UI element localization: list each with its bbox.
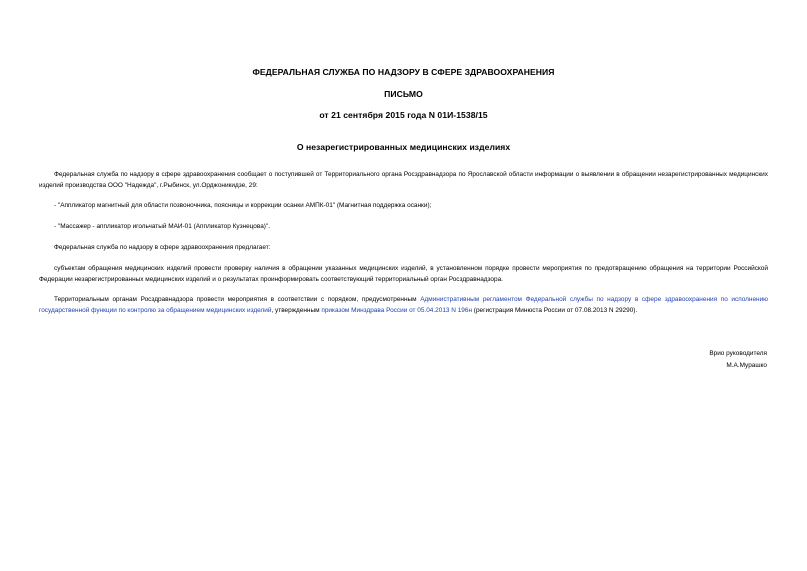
paragraph-territorial-end: (регистрация Минюста России от 07.08.2013 N 29290).: [472, 306, 638, 314]
document-subject: О незарегистрированных медицинских изделиях: [296, 142, 511, 152]
document-date-number: от 21 сентября 2015 года N 01И-1538/15: [319, 110, 488, 120]
paragraph-territorial: [39, 295, 768, 316]
list-item-1: - "Аппликатор магнитный для области позвоночника, поясницы и коррекции осанки АМПК-01" (Магнитная поддержка осанки);: [54, 202, 432, 209]
paragraph-intro: Федеральная служба по надзору в сфере здравоохранения сообщает о поступившей от Территориального органа Росздравнадзора по Ярославской области информации о выявлении в обращении незарегистрированных медицинских изделий производства ООО "Надежда", г.Рыбинск, ул.Орджоникидзе, 29:: [39, 171, 768, 189]
order-link[interactable]: приказом Минздрава России от 05.04.2013 N 196н: [321, 306, 473, 314]
signature-name: М.А.Мурашко: [726, 362, 767, 369]
signature-block: [567, 348, 767, 372]
signature-position: Врио руководителя: [709, 350, 767, 357]
paragraph-territorial-mid: , утвержденным: [271, 306, 322, 314]
regulation-link[interactable]: Административным регламентом Федеральной службы по надзору в сфере здравоохранения по исполнению государственной функции по контролю за обращением медицинских изделий: [39, 296, 768, 314]
paragraph-subjects: субъектам обращения медицинских изделий провести проверку наличия в обращении указанных медицинских изделий, в установленном порядке провести мероприятия по предотвращению обращения на территории Российской Федерации незарегистрированных медицинских изделий и о результатах проинформировать соответствующий территориальный орган Росздравнадзора.: [39, 265, 768, 283]
document-type: ПИСЬМО: [384, 89, 423, 99]
list-item-2: - "Массажер - аппликатор игольчатый МАИ-01 (Аппликатор Кузнецова)".: [54, 223, 270, 230]
agency-title: ФЕДЕРАЛЬНАЯ СЛУЖБА ПО НАДЗОРУ В СФЕРЕ ЗДРАВООХРАНЕНИЯ: [252, 67, 555, 77]
paragraph-proposes: Федеральная служба по надзору в сфере здравоохранения предлагает:: [54, 244, 271, 251]
paragraph-territorial-start: Территориальным органам Росздравнадзора провести мероприятия в соответствии с порядком, предусмотренным: [54, 296, 421, 303]
